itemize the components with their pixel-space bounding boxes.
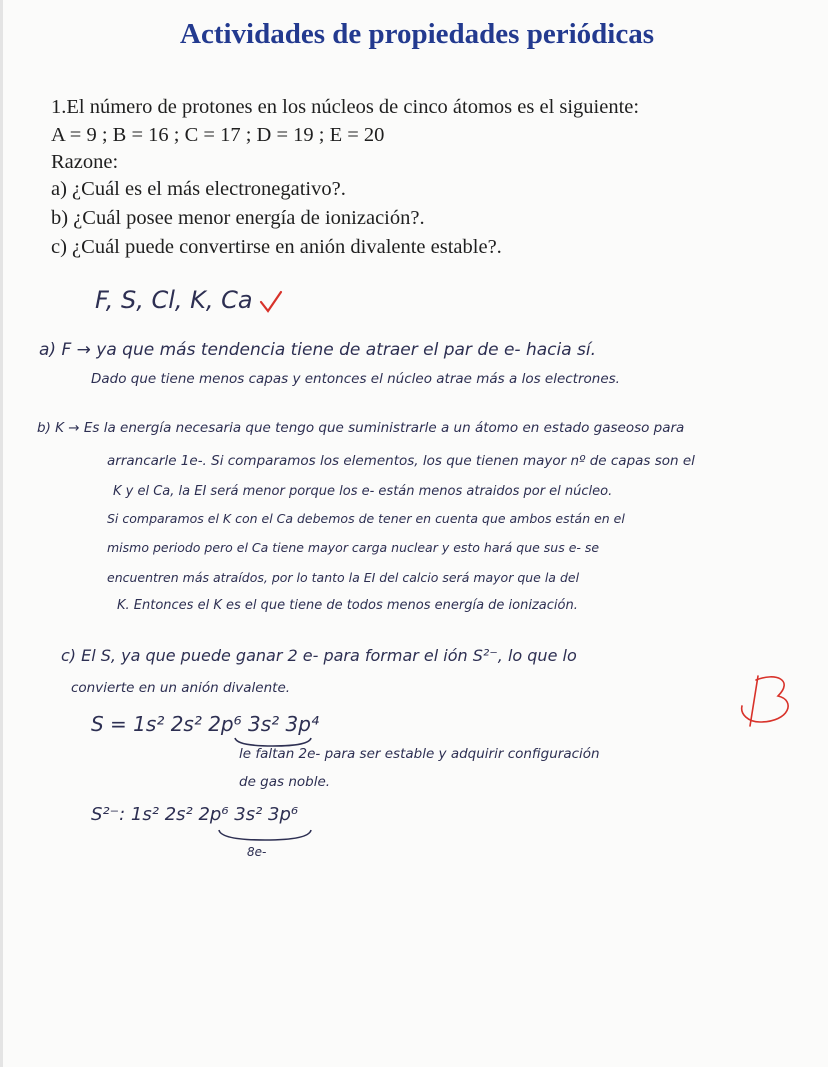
grade-stroke-icon [736, 670, 796, 730]
answer-elements: F, S, Cl, K, Ca [95, 286, 253, 314]
question-item-b: b) ¿Cuál posee menor energía de ionización?. [51, 207, 425, 229]
config-sulfide: S²⁻: 1s² 2s² 2p⁶ 3s² 3p⁶ [91, 804, 299, 825]
brace-icon [217, 828, 313, 844]
question-data-line: A = 9 ; B = 16 ; C = 17 ; D = 19 ; E = 20 [51, 124, 385, 146]
question-prompt: Razone: [51, 151, 119, 173]
question-item-a: a) ¿Cuál es el más electronegativo?. [51, 178, 346, 200]
note-line-2: de gas noble. [239, 774, 331, 790]
answer-a-line-2: Dado que tiene menos capas y entonces el núcleo atrae más a los electrones. [91, 371, 620, 387]
check-mark-icon [259, 290, 283, 314]
answer-c-line-2: convierte en un anión divalente. [71, 680, 291, 696]
note-line-1: le faltan 2e- para ser estable y adquirir configuración [239, 746, 600, 762]
config-sulfur: S = 1s² 2s² 2p⁶ 3s² 3p⁴ [91, 712, 319, 736]
answer-b-line-5: mismo periodo pero el Ca tiene mayor carga nuclear y esto hará que sus e- se [107, 540, 600, 555]
answer-b-line-2: arrancarle 1e-. Si comparamos los elementos, los que tienen mayor nº de capas son el [107, 453, 695, 469]
answer-b-line-1: b) K → Es la energía necesaria que tengo que suministrarle a un átomo en estado gaseoso para [37, 420, 685, 436]
answer-a-line-1: a) F → ya que más tendencia tiene de atraer el par de e- hacia sí. [39, 340, 597, 360]
answer-b-line-4: Si comparamos el K con el Ca debemos de tener en cuenta que ambos están en el [107, 511, 625, 526]
page-title: Actividades de propiedades periódicas [180, 18, 654, 50]
question-item-c: c) ¿Cuál puede convertirse en anión divalente estable?. [51, 236, 502, 258]
answer-b-line-7: K. Entonces el K es el que tiene de todos menos energía de ionización. [117, 598, 578, 613]
brace-label: 8e- [247, 845, 267, 859]
answer-b-line-3: K y el Ca, la EI será menor porque los e- están menos atraidos por el núcleo. [113, 484, 613, 499]
answer-c-line-1: c) El S, ya que puede ganar 2 e- para formar el ión S²⁻, lo que lo [61, 646, 577, 665]
answer-b-line-6: encuentren más atraídos, por lo tanto la EI del calcio será mayor que la del [107, 570, 580, 585]
question-stem: 1.El número de protones en los núcleos de cinco átomos es el siguiente: [51, 96, 640, 118]
grade-mark [736, 670, 796, 730]
